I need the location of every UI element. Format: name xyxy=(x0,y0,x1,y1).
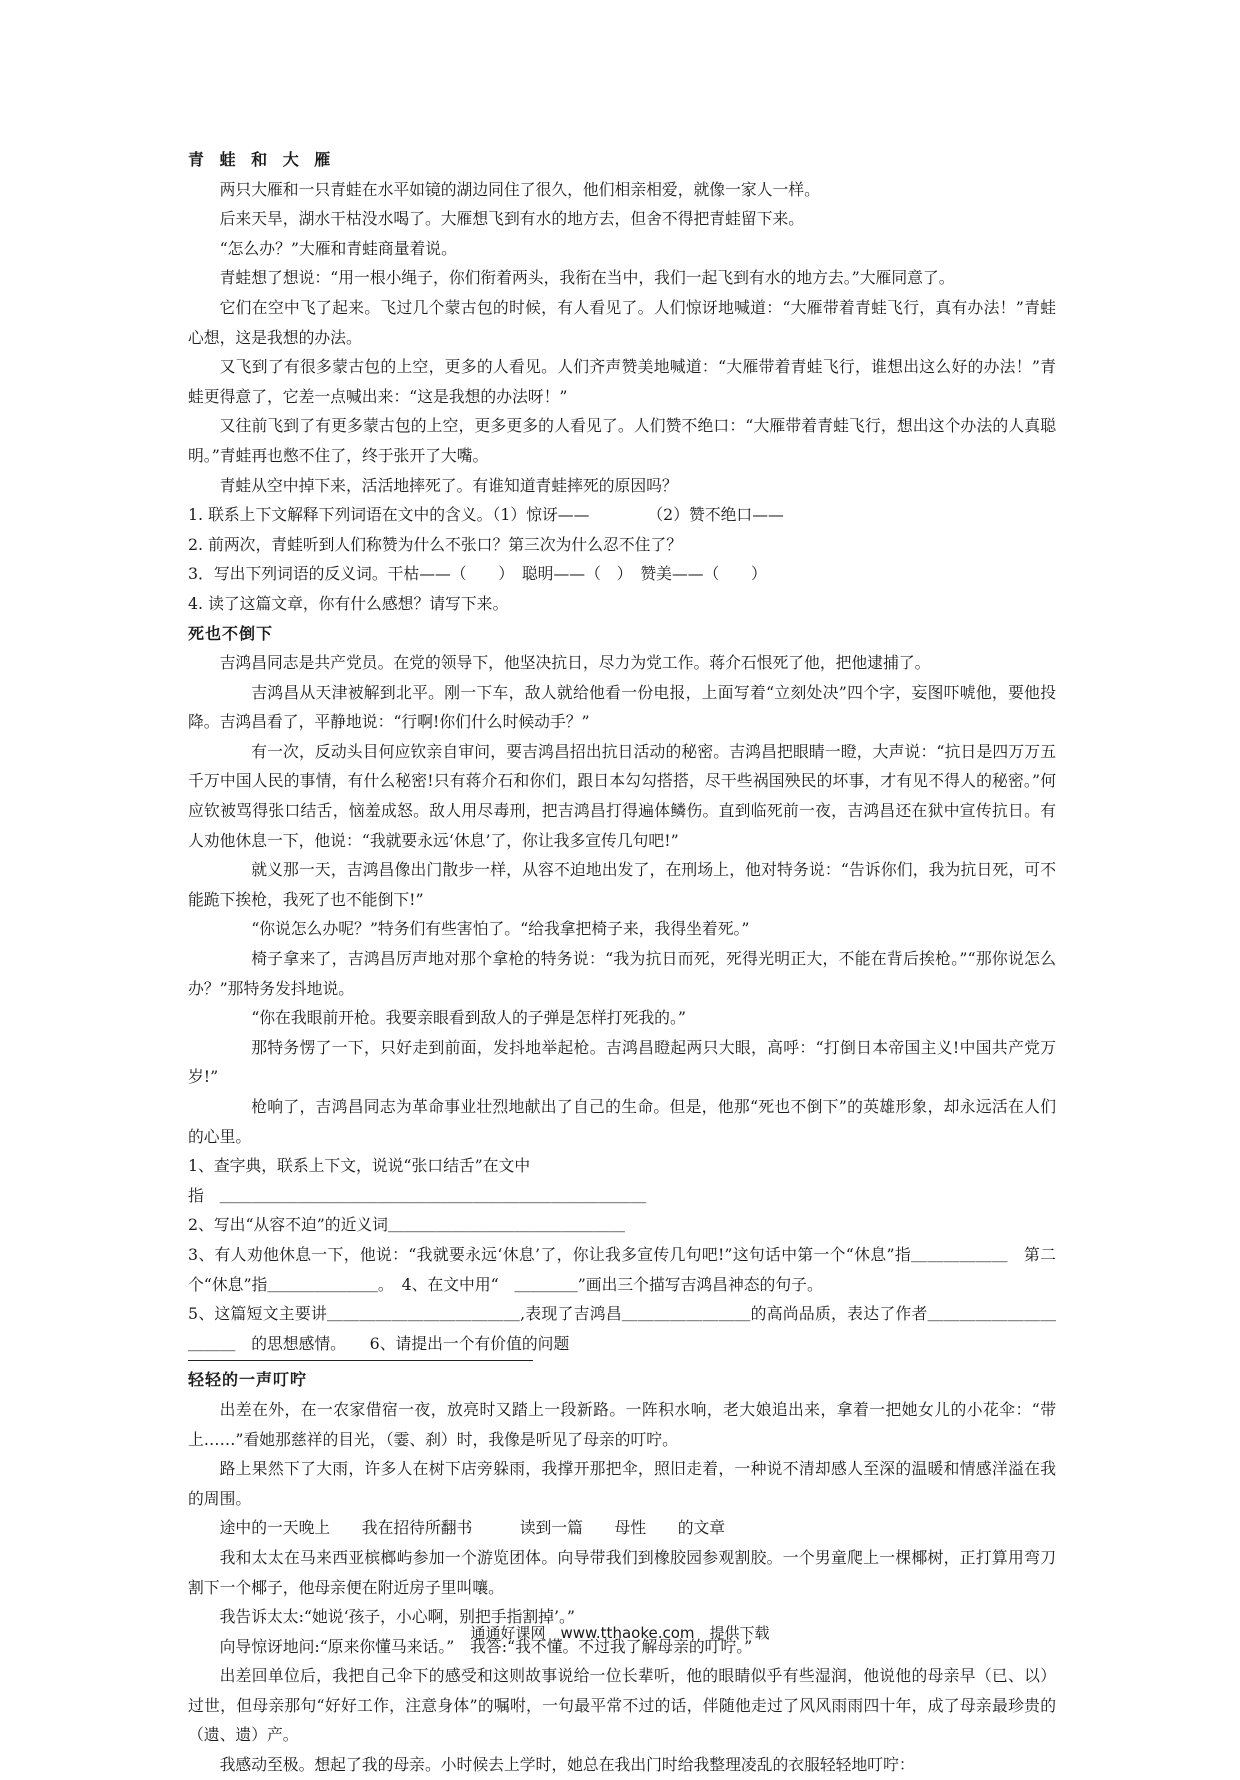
paragraph: 有一次，反动头目何应钦亲自审问，要吉鸿昌招出抗日活动的秘密。吉鸿昌把眼睛一瞪，大声说：“抗日是四万万五千万中国人民的事情，有什么秘密!只有蒋介石和你们，跟日本勾勾搭搭，尽干些祸国殃民的坏事，才有见不得人的秘密。”何应钦被骂得张口结舌，恼羞成怒。敌人用尽毒刑，把吉鸿昌打得遍体鳞伤。直到临死前一夜，吉鸿昌还在狱中宣传抗日。有人劝他休息一下，他说：“我就要永远‘休息’了，你让我多宣传几句吧!” xyxy=(188,741,1056,850)
paragraph: 又往前飞到了有更多蒙古包的上空，更多更多的人看见了。人们赞不绝口：“大雁带着青蛙飞行，想出这个办法的人真聪明。”青蛙再也憋不住了，终于张开了大嘴。 xyxy=(188,416,1056,465)
paragraph: “你说怎么办呢？”特务们有些害怕了。“给我拿把椅子来，我得坐着死。” xyxy=(251,919,750,939)
paragraph: 向导惊讶地问:“原来你懂马来话。” 我答:“我不懂。不过我了解母亲的叮咛。” xyxy=(219,1636,753,1656)
paragraph: 青蛙从空中掉下来，活活地摔死了。有谁知道青蛙摔死的原因吗？ xyxy=(219,475,678,495)
question xyxy=(188,500,1056,530)
question: 3．写出下列词语的反义词。干枯——（ ） 聪明——（ ） 赞美——（ ） xyxy=(188,564,767,584)
paragraph: 椅子拿来了，吉鸿昌厉声地对那个拿枪的特务说：“我为抗日而死，死得光明正大，不能在背后挨枪。”“那你说怎么办？”那特务发抖地说。 xyxy=(188,949,1056,998)
question: 1、查字典，联系上下文，说说“张口结舌”在文中 xyxy=(188,1156,531,1176)
paragraph: 途中的一天晚上 我在招待所翻书 读到一篇 母性 的文章 xyxy=(219,1518,726,1538)
section-title: 死也不倒下 xyxy=(188,623,274,643)
paragraph: 又飞到了有很多蒙古包的上空，更多的人看见。人们齐声赞美地喊道：“大雁带着青蛙飞行，谁想出这么好的办法！”青蛙更得意了，它差一点喊出来：“这是我想的办法呀！” xyxy=(188,357,1056,406)
paragraph: 吉鸿昌从天津被解到北平。刚一下车，敌人就给他看一份电报，上面写着“立刻处决”四个字，妄图吓唬他，要他投降。吉鸿昌看了，平静地说：“行啊!你们什么时候动手？” xyxy=(188,682,1056,732)
question: 5、这篇短文主要讲＿＿＿＿＿＿＿＿＿＿＿＿,表现了吉鸿昌＿＿＿＿＿＿＿＿的高尚品质，表达了作者＿＿＿＿＿＿＿＿＿＿＿ 的思想感情。 6、请提出一个有价值的问题 xyxy=(188,1304,1056,1353)
question: 4. 读了这篇文章，你有什么感想？请写下来。 xyxy=(188,593,509,613)
paragraph: 我告诉太太:“她说‘孩子，小心啊，别把手指割掉’。” xyxy=(219,1607,575,1627)
paragraph: 路上果然下了大雨，许多人在树下店旁躲雨，我撑开那把伞，照旧走着，一种说不清却感人至深的温暖和情感洋溢在我的周围。 xyxy=(188,1459,1056,1508)
question: 指 ＿＿＿＿＿＿＿＿＿＿＿＿＿＿＿＿＿＿＿＿＿＿＿＿＿＿＿ xyxy=(188,1185,647,1205)
paragraph: 两只大雁和一只青蛙在水平如镜的湖边同住了很久，他们相亲相爱，就像一家人一样。 xyxy=(219,179,820,199)
paragraph: “你在我眼前开枪。我要亲眼看到敌人的子弹是怎样打死我的。” xyxy=(251,1008,686,1028)
paragraph: 那特务愣了一下，只好走到前面，发抖地举起枪。吉鸿昌瞪起两只大眼，高呼：“打倒日本帝国主义!中国共产党万岁!” xyxy=(188,1037,1056,1087)
question: 3、有人劝他休息一下，他说：“我就要永远‘休息’了，你让我多宣传几句吧!”这句话中第一个“休息”指＿＿＿＿＿＿ 第二个“休息”指＿＿＿＿＿＿＿。 4、在文中用“ ＿＿＿＿”画出三个描写吉鸿昌神态的句子。 xyxy=(188,1244,1056,1294)
section-title: 青 蛙 和 大 雁 xyxy=(188,150,336,169)
answer-line xyxy=(188,1360,533,1361)
paragraph: 枪响了，吉鸿昌同志为革命事业壮烈地献出了自己的生命。但是，他那“死也不倒下”的英雄形象，却永远活在人们的心里。 xyxy=(188,1097,1056,1146)
question: 2. 前两次，青蛙听到人们称赞为什么不张口？第三次为什么忍不住了？ xyxy=(188,534,683,554)
paragraph: 吉鸿昌同志是共产党员。在党的领导下，他坚决抗日，尽力为党工作。蒋介石恨死了他，把他逮捕了。 xyxy=(219,653,931,673)
paragraph: 出差回单位后，我把自己伞下的感受和这则故事说给一位长辈听，他的眼睛似乎有些湿润，他说他的母亲早（已、以）过世，但母亲那句“好好工作，注意身体”的嘱咐，一句最平常不过的话，伴随他走过了风风雨雨四十年，成了母亲最珍贵的（遗、遗）产。 xyxy=(188,1666,1056,1745)
question-part: 1. 联系上下文解释下列词语在文中的含义。（1）惊讶—— xyxy=(188,505,590,525)
paragraph: 后来天旱，湖水干枯没水喝了。大雁想飞到有水的地方去，但舍不得把青蛙留下来。 xyxy=(219,209,805,229)
question-part: （2）赞不绝口—— xyxy=(647,505,784,525)
paragraph: 就义那一天，吉鸿昌像出门散步一样，从容不迫地出发了，在刑场上，他对特务说：“告诉你们，我为抗日死，可不能跪下挨枪，我死了也不能倒下!” xyxy=(188,860,1056,909)
section-title: 轻轻的一声叮咛 xyxy=(188,1370,308,1390)
paragraph: “怎么办？”大雁和青蛙商量着说。 xyxy=(219,238,457,258)
paragraph: 出差在外，在一农家借宿一夜，放亮时又踏上一段新路。一阵积水响，老大娘追出来，拿着一把她女儿的小花伞：“带上……”看她那慈祥的目光，（霎、刹）时，我像是听见了母亲的叮咛。 xyxy=(188,1399,1056,1449)
paragraph: 它们在空中飞了起来。飞过几个蒙古包的时候，有人看见了。人们惊讶地喊道：“大雁带着青蛙飞行，真有办法！”青蛙心想，这是我想的办法。 xyxy=(188,297,1056,347)
paragraph: 青蛙想了想说：“用一根小绳子，你们衔着两头，我衔在当中，我们一起飞到有水的地方去。”大雁同意了。 xyxy=(219,268,955,288)
question: 2、写出“从容不迫”的近义词＿＿＿＿＿＿＿＿＿＿＿＿＿＿＿ xyxy=(188,1215,625,1235)
paragraph: 我和太太在马来西亚槟榔屿参加一个游览团体。向导带我们到橡胶园参观割胶。一个男童爬上一棵椰树，正打算用弯刀割下一个椰子，他母亲便在附近房子里叫嚷。 xyxy=(188,1547,1056,1597)
document-content xyxy=(188,145,1056,1780)
paragraph: 我感动至极。想起了我的母亲。小时候去上学时，她总在我出门时给我整理凌乱的衣服轻轻地叮咛： xyxy=(219,1755,915,1775)
page-footer: 通通好课网 www.tthaoke.com 提供下载 xyxy=(470,1624,770,1642)
